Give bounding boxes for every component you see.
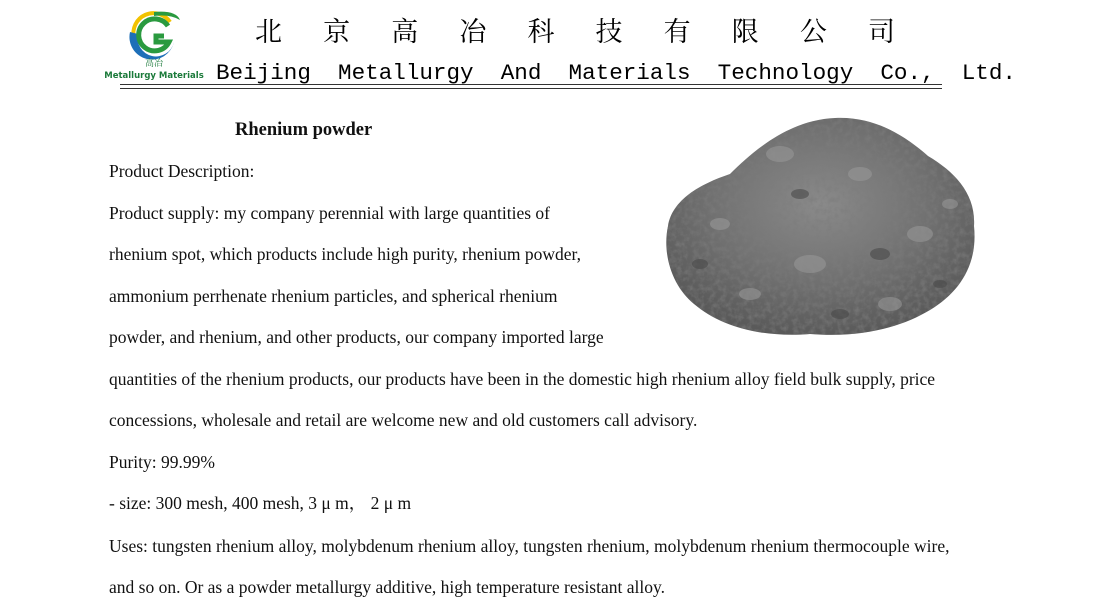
company-logo (104, 8, 204, 82)
logo-emblem-icon (124, 8, 182, 62)
company-cn-char: 技 (595, 17, 623, 48)
size-line: - size: 300 mesh, 400 mesh, 3 μ m， 2 μ m (109, 493, 412, 513)
logo-chinese-text: 高冶 (144, 59, 163, 69)
company-name-english: Beijing Metallurgy And Materials Technology Co., Ltd. (216, 60, 1016, 86)
purity-line: Purity: 99.99% (109, 452, 215, 472)
company-cn-char: 有 (663, 17, 691, 48)
header-divider (120, 88, 942, 89)
paragraph-line: Product Description: (109, 161, 255, 181)
paragraph-line: concessions, wholesale and retail are welcome new and old customers call advisory. (109, 410, 698, 430)
company-cn-char: 公 (799, 17, 827, 48)
uses-line: Uses: tungsten rhenium alloy, molybdenum rhenium alloy, tungsten rhenium, molybdenum rhenium thermocouple wire, (109, 536, 950, 556)
paragraph-line: Product supply: my company perennial with large quantities of (109, 203, 550, 223)
rhenium-powder-image (660, 114, 980, 342)
paragraph-line: quantities of the rhenium products, our products have been in the domestic high rhenium alloy field bulk supply, price (109, 369, 936, 389)
company-cn-char: 高 (391, 17, 419, 48)
document-title: Rhenium powder (235, 120, 373, 140)
logo-english-text: Metallurgy Materials (104, 71, 204, 81)
company-name-chinese (255, 16, 895, 50)
company-cn-char: 冶 (459, 17, 487, 48)
header-divider (120, 84, 942, 85)
company-cn-char: 司 (867, 17, 895, 48)
company-cn-char: 京 (323, 17, 351, 48)
paragraph-line: rhenium spot, which products include high purity, rhenium powder, (109, 244, 582, 264)
paragraph-line: ammonium perrhenate rhenium particles, and spherical rhenium (109, 286, 558, 306)
powder-pile-icon (660, 114, 980, 342)
company-cn-char: 限 (731, 17, 759, 48)
company-cn-char: 科 (527, 17, 555, 48)
uses-line-continued: and so on. Or as a powder metallurgy additive, high temperature resistant alloy. (109, 577, 665, 597)
company-cn-char: 北 (255, 17, 282, 48)
paragraph-line: powder, and rhenium, and other products, our company imported large (109, 327, 604, 347)
